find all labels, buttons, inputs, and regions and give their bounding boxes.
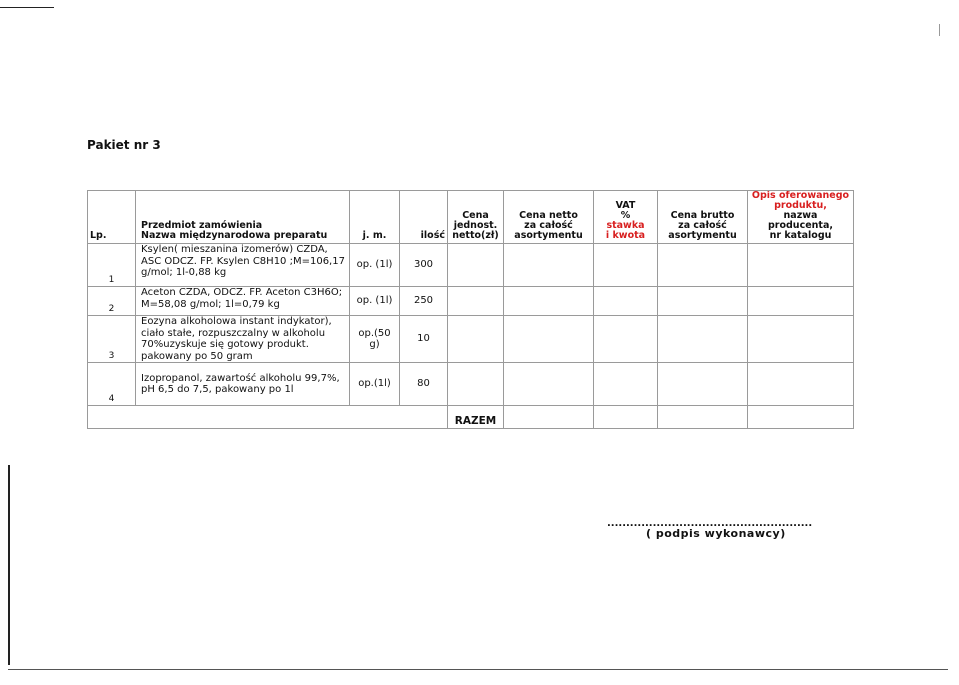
- row-net-total-cell[interactable]: [504, 363, 594, 406]
- signature-label: ( podpis wykonawcy): [646, 527, 786, 540]
- header-net-total-line1: Cena netto: [519, 210, 578, 221]
- header-gross-total-line2: za całość: [678, 220, 727, 231]
- row-lp: 3: [88, 316, 136, 363]
- scan-mark-left: [8, 465, 10, 665]
- row-unit: op.(1l): [350, 363, 400, 406]
- row-unit-price-cell[interactable]: [448, 287, 504, 316]
- row-offer-cell[interactable]: [748, 316, 854, 363]
- scan-mark-bottom: [8, 669, 948, 670]
- table-row: [88, 244, 854, 287]
- row-lp: 2: [88, 287, 136, 316]
- sum-net-total-cell[interactable]: [504, 406, 594, 429]
- row-description: Aceton CZDA, ODCZ. FP. Aceton C3H6O; M=58,08 g/mol; 1l=0,79 kg: [136, 287, 350, 316]
- header-net-total-line2: za całość: [524, 220, 573, 231]
- row-net-total-cell[interactable]: [504, 287, 594, 316]
- header-qty: ilość: [400, 191, 448, 244]
- header-gross-total-line1: Cena brutto: [670, 210, 735, 221]
- sum-blank-item: [136, 406, 350, 429]
- header-net-total-line3: asortymentu: [514, 230, 583, 241]
- row-gross-total-cell[interactable]: [658, 316, 748, 363]
- header-item: [136, 191, 350, 244]
- header-offer-line3: nazwa producenta,: [768, 210, 833, 231]
- header-gross-total: [658, 191, 748, 244]
- row-offer-cell[interactable]: [748, 287, 854, 316]
- row-unit: op. (1l): [350, 287, 400, 316]
- header-unit-price: [448, 191, 504, 244]
- row-vat-cell[interactable]: [594, 244, 658, 287]
- header-offer-line4: nr katalogu: [769, 230, 832, 241]
- sum-vat-cell[interactable]: [594, 406, 658, 429]
- row-lp: 4: [88, 363, 136, 406]
- header-vat-percent: %: [620, 210, 631, 221]
- header-offer-line2: produktu,: [774, 200, 827, 211]
- row-qty: 80: [400, 363, 448, 406]
- scan-mark-right: [939, 24, 940, 36]
- signature-line: ......................................................: [607, 518, 813, 529]
- offer-table: [87, 190, 854, 429]
- row-description: Eozyna alkoholowa instant indykator), ciało stałe, rozpuszczalny w alkoholu 70%uzyskuje się gotowy produkt. pakowany po 50 gram: [136, 316, 350, 363]
- sum-label: RAZEM: [448, 406, 504, 429]
- row-offer-cell[interactable]: [748, 363, 854, 406]
- header-unit-price-line1: Cena: [462, 210, 489, 221]
- header-net-total: [504, 191, 594, 244]
- row-net-total-cell[interactable]: [504, 316, 594, 363]
- sum-blank-qty: [400, 406, 448, 429]
- scan-mark-top: [0, 7, 54, 8]
- header-vat-amount: i kwota: [605, 230, 646, 241]
- header-unit-price-line2: jednost.: [453, 220, 498, 231]
- row-lp: 1: [88, 244, 136, 287]
- row-net-total-cell[interactable]: [504, 244, 594, 287]
- page-title: Pakiet nr 3: [87, 138, 161, 152]
- row-gross-total-cell[interactable]: [658, 244, 748, 287]
- sum-blank-unit: [350, 406, 400, 429]
- header-vat-rate: stawka: [606, 220, 645, 231]
- header-vat: [594, 191, 658, 244]
- row-unit-price-cell[interactable]: [448, 316, 504, 363]
- table-sum-row: [88, 406, 854, 429]
- header-unit: j. m.: [350, 191, 400, 244]
- header-offer-description: [748, 191, 854, 244]
- table-header-row: [88, 191, 854, 244]
- row-vat-cell[interactable]: [594, 316, 658, 363]
- header-lp: Lp.: [88, 191, 136, 244]
- row-vat-cell[interactable]: [594, 287, 658, 316]
- row-gross-total-cell[interactable]: [658, 287, 748, 316]
- row-qty: 250: [400, 287, 448, 316]
- row-description: Ksylen( mieszanina izomerów) CZDA, ASC ODCZ. FP. Ksylen C8H10 ;M=106,17 g/mol; 1l-0,88 kg: [136, 244, 350, 287]
- header-unit-price-line3: netto(zł): [452, 230, 499, 241]
- row-description: Izopropanol, zawartość alkoholu 99,7%, pH 6,5 do 7,5, pakowany po 1l: [136, 363, 350, 406]
- row-offer-cell[interactable]: [748, 244, 854, 287]
- table-row: [88, 316, 854, 363]
- row-vat-cell[interactable]: [594, 363, 658, 406]
- header-gross-total-line3: asortymentu: [668, 230, 737, 241]
- row-qty: 300: [400, 244, 448, 287]
- header-offer-line1: Opis oferowanego: [751, 190, 850, 201]
- header-item-line2: Nazwa międzynarodowa preparatu: [141, 230, 328, 241]
- header-item-line1: Przedmiot zamówienia: [141, 220, 263, 231]
- row-unit: op.(50 g): [350, 316, 400, 363]
- row-unit-price-cell[interactable]: [448, 244, 504, 287]
- row-gross-total-cell[interactable]: [658, 363, 748, 406]
- table-row: [88, 363, 854, 406]
- row-unit-price-cell[interactable]: [448, 363, 504, 406]
- sum-blank-lp: [88, 406, 136, 429]
- header-vat-label: VAT: [615, 200, 636, 211]
- sum-offer-cell: [748, 406, 854, 429]
- sum-gross-total-cell[interactable]: [658, 406, 748, 429]
- row-qty: 10: [400, 316, 448, 363]
- row-unit: op. (1l): [350, 244, 400, 287]
- table-row: [88, 287, 854, 316]
